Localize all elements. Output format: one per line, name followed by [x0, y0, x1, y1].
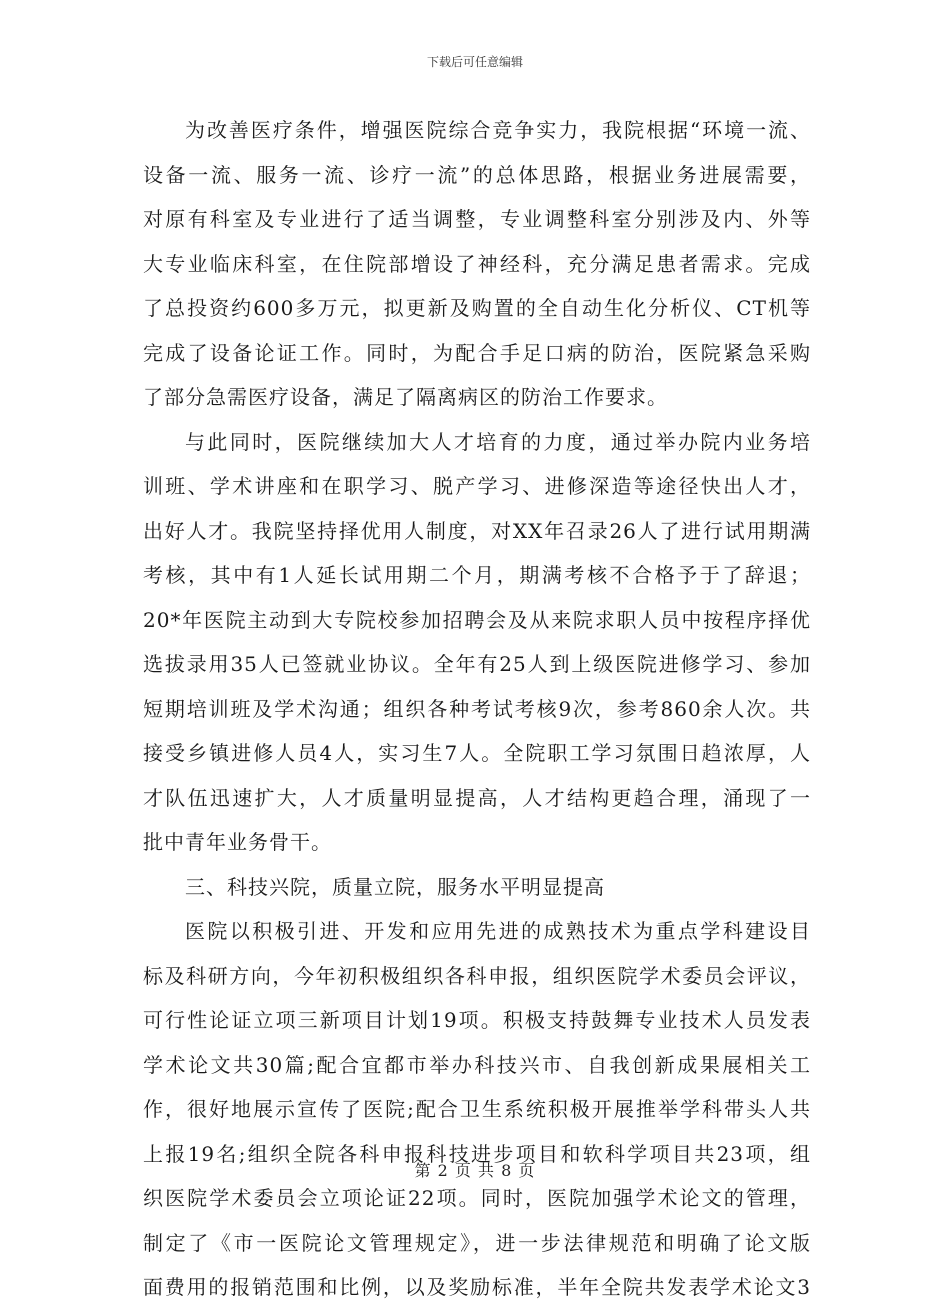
paragraph-line: 选拔录用35人已签就业协议。全年有25人到上级医院进修学习、参加	[143, 652, 811, 676]
paragraph-line: 面费用的报销范围和比例，以及奖励标准，半年全院共发表学术论文3	[143, 1275, 811, 1299]
paragraph-line: 批中青年业务骨干。	[143, 830, 332, 854]
page-header: 下载后可任意编辑	[426, 55, 523, 69]
paragraph-line: 为改善医疗条件，增强医院综合竞争实力，我院根据“环境一流、	[185, 118, 811, 142]
paragraph-line: 考核，其中有1人延长试用期二个月，期满考核不合格予于了辞退；	[143, 563, 811, 587]
paragraph-line: 医院以积极引进、开发和应用先进的成熟技术为重点学科建设目	[185, 919, 811, 943]
paragraph-line: 学术论文共30篇;配合宜都市举办科技兴市、自我创新成果展相关工	[143, 1052, 811, 1077]
paragraph-line: 20*年医院主动到大专院校参加招聘会及从来院求职人员中按程序择优	[143, 607, 811, 632]
paragraph-line: 与此同时，医院继续加大人才培育的力度，通过举办院内业务培	[185, 429, 811, 454]
paragraph-line: 上报19名;组织全院各科申报科技进步项目和软科学项目共23项，组	[143, 1141, 811, 1166]
document-body	[143, 108, 811, 1310]
paragraph-line: 了总投资约600多万元，拟更新及购置的全自动生化分析仪、CT机等	[143, 296, 811, 320]
paragraph-line: 织医院学术委员会立项论证22项。同时，医院加强学术论文的管理，	[143, 1186, 811, 1210]
paragraph-line: 接受乡镇进修人员4人，实习生7人。全院职工学习氛围日趋浓厚，人	[143, 741, 811, 765]
paragraph-line: 完成了设备论证工作。同时，为配合手足口病的防治，医院紧急采购	[143, 340, 811, 365]
paragraph-line: 作，很好地展示宣传了医院;配合卫生系统积极开展推举学科带头人共	[143, 1097, 811, 1121]
paragraph-line: 标及科研方向，今年初积极组织各科申报，组织医院学术委员会评议，	[143, 963, 811, 988]
paragraph-line: 短期培训班及学术沟通；组织各种考试考核9次，参考860余人次。共	[143, 696, 811, 721]
paragraph-line: 训班、学术讲座和在职学习、脱产学习、进修深造等途径快出人才，	[143, 474, 811, 498]
paragraph-line: 可行性论证立项三新项目计划19项。积极支持鼓舞专业技术人员发表	[143, 1008, 811, 1032]
paragraph-line: 对原有科室及专业进行了适当调整，专业调整科室分别涉及内、外等	[143, 207, 811, 231]
page-number-footer: 第 2 页 共 8 页	[414, 1161, 536, 1180]
paragraph-line: 才队伍迅速扩大，人才质量明显提高，人才结构更趋合理，涌现了一	[143, 785, 811, 810]
paragraph-line: 出好人才。我院坚持择优用人制度，对XX年召录26人了进行试用期满	[143, 518, 811, 543]
paragraph-line: 制定了《市一医院论文管理规定》，进一步法律规范和明确了论文版	[143, 1230, 811, 1255]
paragraph-line: 设备一流、服务一流、诊疗一流”的总体思路，根据业务进展需要，	[143, 162, 811, 187]
paragraph-line: 了部分急需医疗设备，满足了隔离病区的防治工作要求。	[143, 385, 668, 409]
paragraph-line: 大专业临床科室，在住院部增设了神经科，充分满足患者需求。完成	[143, 251, 811, 276]
section-heading: 三、科技兴院，质量立院，服务水平明显提高	[185, 874, 605, 899]
